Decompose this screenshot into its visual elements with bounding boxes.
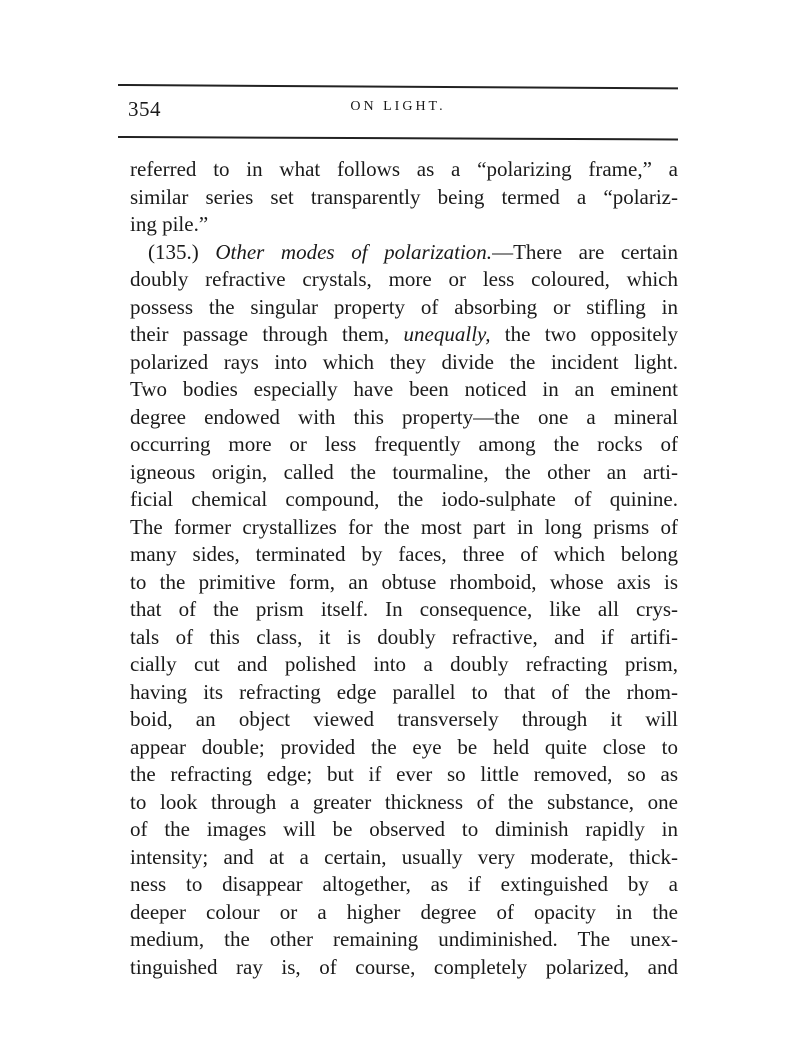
text-line: occurring more or less frequently among the rocks of bbox=[130, 432, 678, 456]
text-line: having its refracting edge parallel to that of the rhom- bbox=[130, 679, 678, 704]
page-header bbox=[118, 95, 678, 127]
text-line bbox=[130, 321, 678, 349]
emphasis: unequally, bbox=[403, 322, 491, 346]
text-line: deeper colour or a higher degree of opacity in the bbox=[130, 899, 678, 924]
text-line: referred to in what follows as a “polarizing frame,” a bbox=[130, 157, 678, 181]
text-line: intensity; and at a certain, usually very moderate, thick- bbox=[130, 844, 678, 869]
section-title: Other modes of polarization. bbox=[215, 239, 493, 264]
text-line: the refracting edge; but if ever so little removed, so as bbox=[130, 762, 678, 786]
text-line bbox=[130, 239, 678, 267]
text-line: that of the prism itself. In consequence, like all crys- bbox=[130, 597, 678, 621]
text-line: degree endowed with this property—the one a mineral bbox=[130, 404, 678, 429]
text-line: igneous origin, called the tourmaline, the other an arti- bbox=[130, 459, 678, 484]
text-segment: —There are certain bbox=[492, 239, 678, 264]
text-line: ing pile.” bbox=[130, 212, 209, 236]
running-head: ON LIGHT. bbox=[350, 99, 446, 114]
header-rule-bottom bbox=[118, 136, 678, 140]
text-line: many sides, terminated by faces, three of which belong bbox=[130, 542, 678, 566]
text-segment: the two oppositely bbox=[490, 322, 678, 346]
text-line: boid, an object viewed transversely through it will bbox=[130, 707, 678, 731]
header-rule-top bbox=[118, 84, 678, 89]
page-number: 354 bbox=[128, 97, 161, 121]
paragraph-number: (135.) bbox=[148, 239, 216, 264]
text-segment: their passage through them, bbox=[130, 322, 404, 346]
text-line: tinguished ray is, of course, completely polarized, and bbox=[130, 954, 678, 979]
text-line: similar series set transparently being termed a “polariz- bbox=[130, 184, 678, 209]
text-line: to look through a greater thickness of the substance, one bbox=[130, 789, 678, 814]
text-line: possess the singular property of absorbing or stifling in bbox=[130, 294, 678, 319]
text-line: Two bodies especially have been noticed in an eminent bbox=[130, 377, 678, 401]
text-line: polarized rays into which they divide the incident light. bbox=[130, 349, 678, 374]
text-line: tals of this class, it is doubly refractive, and if artifi- bbox=[130, 624, 678, 649]
text-line: appear double; provided the eye be held quite close to bbox=[130, 734, 678, 759]
text-line: to the primitive form, an obtuse rhomboid, whose axis is bbox=[130, 569, 678, 594]
text-line: The former crystallizes for the most part in long prisms of bbox=[130, 514, 678, 539]
body-text bbox=[130, 156, 678, 981]
text-line: ficial chemical compound, the iodo-sulphate of quinine. bbox=[130, 487, 678, 511]
text-line: medium, the other remaining undiminished. The unex- bbox=[130, 927, 678, 951]
text-line: ness to disappear altogether, as if extinguished by a bbox=[130, 872, 678, 896]
text-line: cially cut and polished into a doubly refracting prism, bbox=[130, 652, 678, 676]
text-line: doubly refractive crystals, more or less coloured, which bbox=[130, 267, 678, 291]
text-line: of the images will be observed to diminish rapidly in bbox=[130, 817, 678, 841]
